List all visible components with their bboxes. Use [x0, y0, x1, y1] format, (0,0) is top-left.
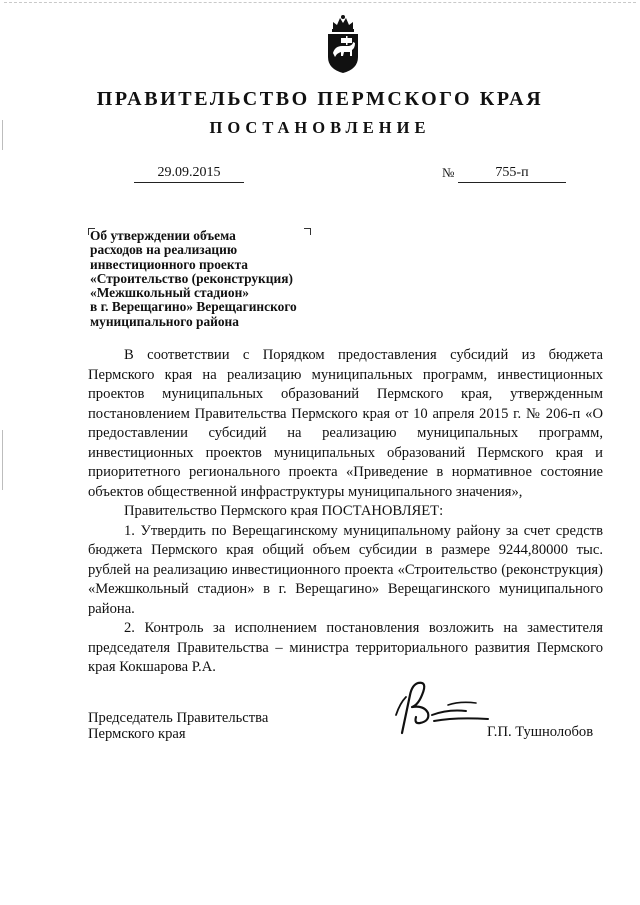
subject-line: «Строительство (реконструкция)	[90, 270, 293, 286]
signature-image	[388, 675, 492, 737]
paragraph-item-2: 2. Контроль за исполнением постановления возложить на заместителя председателя Правительства – министра территориального развития Пермского края Кокшарова Р.А.	[88, 620, 603, 675]
subject-line: «Межшкольный стадион»	[90, 285, 249, 301]
signer-position-line: Пермского края	[88, 726, 186, 742]
paragraph-resolves: Правительство Пермского края ПОСТАНОВЛЯЕТ:	[124, 503, 444, 519]
document-type: ПОСТАНОВЛЕНИЕ	[209, 118, 431, 137]
signer-position	[88, 710, 268, 742]
government-title: ПРАВИТЕЛЬСТВО ПЕРМСКОГО КРАЯ	[96, 88, 544, 110]
scan-margin-mark	[2, 430, 3, 490]
signer-name: Г.П. Тушнолобов	[487, 724, 594, 740]
document-subject	[90, 229, 350, 329]
document-number: 755-п	[458, 164, 566, 183]
document-body	[88, 346, 603, 678]
subject-line: Об утверждении объема	[90, 228, 236, 243]
subject-line: в г. Верещагино» Верещагинского	[90, 299, 297, 315]
subject-line: расходов на реализацию	[90, 242, 238, 258]
subject-line: инвестиционного проекта	[90, 256, 249, 272]
document-date: 29.09.2015	[134, 164, 244, 183]
coat-of-arms-icon	[322, 13, 364, 75]
paragraph-item-1: 1. Утвердить по Верещагинскому муниципальному району за счет средств бюджета Пермского края общий объем субсидии в размере 9244,80000 тыс. рублей на реализацию инвестиционного проекта «Строительство (реконструкция) «Межшкольный стадион» в г. Верещагино» Верещагинского муниципального района.	[88, 522, 603, 617]
paragraph-preamble: В соответствии с Порядком предоставления субсидий из бюджета Пермского края на реализацию муниципальных программ, инвестиционных проектов муниципальных образований Пермского края, утвержденным постановлением Правительства Пермского края от 10 апреля 2015 г. № 206-п «О предоставлении субсидий на реализацию муниципальных программ, инвестиционных проектов муниципальных образований Пермского края и приоритетного регионального проекта «Приведение в нормативное состояние объектов общественной инфраструктуры муниципального значения»,	[88, 347, 603, 500]
scan-top-border	[4, 2, 636, 3]
signer-position-line: Председатель Правительства	[88, 710, 269, 726]
subject-line: муниципального района	[90, 313, 239, 329]
number-label: №	[442, 165, 455, 180]
